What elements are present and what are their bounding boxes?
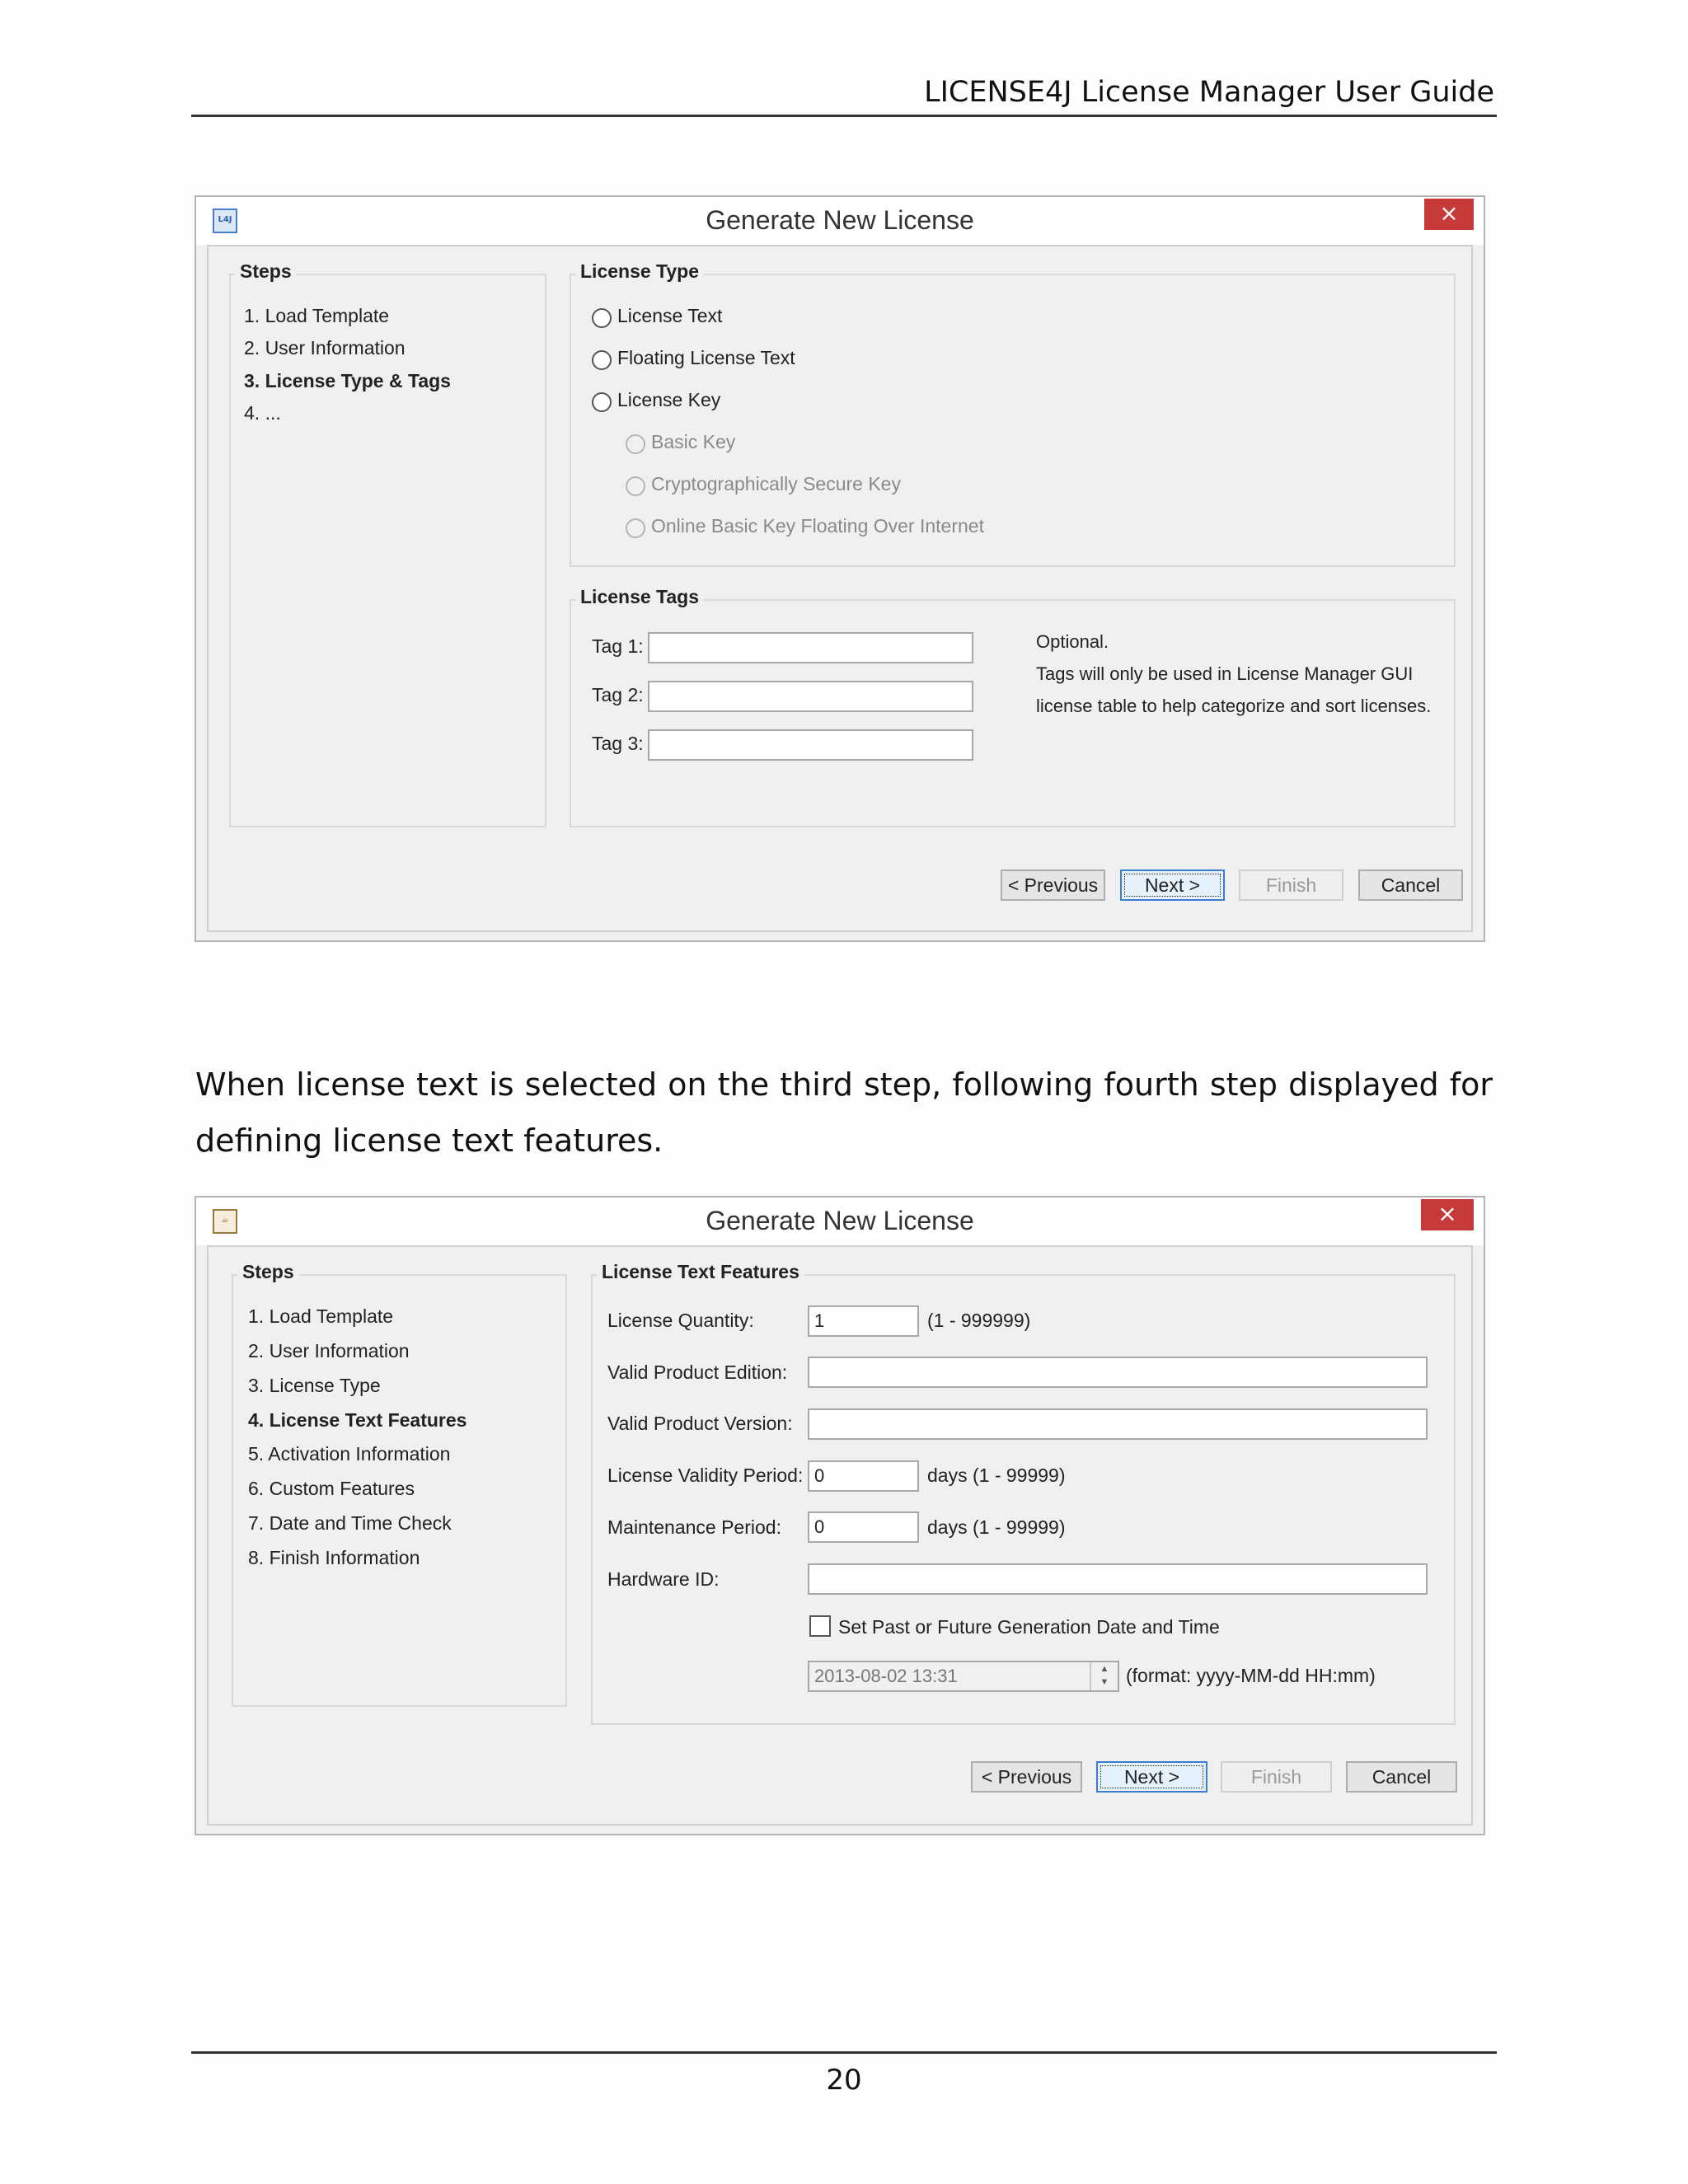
- body-paragraph: When license text is selected on the third step, following fourth step displayed for defining license text features.: [195, 1066, 1493, 1159]
- app-icon: L4J: [213, 209, 237, 233]
- spinner-arrows-icon[interactable]: ▲ ▼: [1090, 1662, 1118, 1690]
- previous-button[interactable]: < Previous: [971, 1761, 1082, 1793]
- next-button[interactable]: [1120, 869, 1225, 901]
- dialog-titlebar: [196, 1197, 1484, 1245]
- license-type-title: License Type: [575, 260, 704, 283]
- set-generation-date-label: Set Past or Future Generation Date and Time: [838, 1616, 1220, 1638]
- online-basic-key-radio[interactable]: [626, 518, 645, 538]
- dialog-content: [207, 245, 1473, 932]
- cancel-button[interactable]: Cancel: [1358, 869, 1463, 901]
- license-tags-title: License Tags: [575, 586, 704, 608]
- step-item: 2. User Information: [244, 337, 406, 359]
- step-item: 7. Date and Time Check: [248, 1512, 452, 1534]
- valid-product-version-input[interactable]: [808, 1408, 1428, 1440]
- step-item: 6. Custom Features: [248, 1478, 415, 1499]
- dialog-content: [207, 1245, 1473, 1825]
- maintenance-period-range: days (1 - 99999): [927, 1516, 1066, 1538]
- finish-button[interactable]: Finish: [1221, 1761, 1332, 1793]
- close-icon[interactable]: ×: [1424, 199, 1474, 230]
- license-text-radio[interactable]: [592, 308, 612, 328]
- license-validity-period-input[interactable]: 0: [808, 1460, 919, 1492]
- header-rule: [191, 115, 1497, 117]
- license-quantity-range: (1 - 999999): [927, 1310, 1031, 1331]
- license-quantity-label: License Quantity:: [607, 1310, 754, 1331]
- close-icon[interactable]: ×: [1421, 1199, 1474, 1230]
- valid-product-version-label: Valid Product Version:: [607, 1413, 793, 1434]
- next-button-label: Next >: [1123, 1766, 1180, 1788]
- tag3-input[interactable]: [648, 729, 973, 761]
- generation-datetime-spinner[interactable]: [808, 1661, 1119, 1692]
- tags-note: Tags will only be used in License Manager GUI: [1036, 663, 1414, 684]
- generation-datetime-value: 2013-08-02 13:31: [814, 1666, 958, 1686]
- java-icon: ☕: [213, 1209, 237, 1234]
- step-item: 2. User Information: [248, 1340, 410, 1361]
- step-item-current: 3. License Type & Tags: [244, 370, 451, 391]
- step-item: 8. Finish Information: [248, 1547, 420, 1568]
- online-basic-key-label: Online Basic Key Floating Over Internet: [651, 515, 984, 537]
- license-text-features-panel: [591, 1274, 1456, 1725]
- license-validity-period-range: days (1 - 99999): [927, 1465, 1066, 1486]
- license-quantity-input[interactable]: 1: [808, 1305, 919, 1337]
- dialog-title: Generate New License: [706, 1206, 974, 1235]
- step-item: 1. Load Template: [244, 305, 390, 326]
- valid-product-edition-label: Valid Product Edition:: [607, 1361, 788, 1383]
- tag2-input[interactable]: [648, 681, 973, 712]
- valid-product-edition-input[interactable]: [808, 1357, 1428, 1388]
- basic-key-label: Basic Key: [651, 431, 736, 452]
- next-button[interactable]: [1096, 1761, 1207, 1793]
- secure-key-radio[interactable]: [626, 476, 645, 496]
- page-header: LICENSE4J License Manager User Guide: [924, 76, 1494, 109]
- datetime-format-hint: (format: yyyy-MM-dd HH:mm): [1126, 1665, 1376, 1686]
- previous-button[interactable]: < Previous: [1001, 869, 1105, 901]
- generate-license-dialog-features: [195, 1196, 1485, 1835]
- step-item: 5. Activation Information: [248, 1443, 451, 1465]
- tags-note: Optional.: [1036, 631, 1109, 652]
- license-text-label: License Text: [617, 305, 723, 326]
- finish-button[interactable]: Finish: [1239, 869, 1343, 901]
- tag3-label: Tag 3:: [592, 733, 644, 754]
- set-generation-date-checkbox[interactable]: [809, 1615, 831, 1637]
- license-key-radio[interactable]: [592, 392, 612, 412]
- dialog-titlebar: [196, 197, 1484, 245]
- floating-license-text-label: Floating License Text: [617, 347, 795, 368]
- basic-key-radio[interactable]: [626, 434, 645, 454]
- steps-title: Steps: [237, 1261, 299, 1283]
- cancel-button[interactable]: Cancel: [1346, 1761, 1457, 1793]
- step-item: 4. ...: [244, 402, 281, 424]
- secure-key-label: Cryptographically Secure Key: [651, 473, 901, 494]
- footer-rule: [191, 2051, 1497, 2054]
- license-validity-period-label: License Validity Period:: [607, 1465, 804, 1486]
- generate-license-dialog-type: [195, 195, 1485, 942]
- hardware-id-label: Hardware ID:: [607, 1568, 720, 1590]
- tags-note: license table to help categorize and sort licenses.: [1036, 696, 1432, 716]
- license-text-features-title: License Text Features: [597, 1261, 804, 1283]
- next-button-label: Next >: [1144, 874, 1201, 896]
- step-item: 1. Load Template: [248, 1305, 394, 1327]
- step-item: 3. License Type: [248, 1375, 381, 1396]
- steps-title: Steps: [235, 260, 297, 283]
- hardware-id-input[interactable]: [808, 1563, 1428, 1595]
- maintenance-period-input[interactable]: 0: [808, 1511, 919, 1543]
- dialog-title: Generate New License: [706, 205, 974, 235]
- tag2-label: Tag 2:: [592, 684, 644, 705]
- tag1-input[interactable]: [648, 632, 973, 663]
- license-key-label: License Key: [617, 389, 721, 410]
- tag1-label: Tag 1:: [592, 635, 644, 657]
- floating-license-text-radio[interactable]: [592, 350, 612, 370]
- step-item-current: 4. License Text Features: [248, 1409, 467, 1431]
- page-number: 20: [826, 2064, 862, 2097]
- maintenance-period-label: Maintenance Period:: [607, 1516, 781, 1538]
